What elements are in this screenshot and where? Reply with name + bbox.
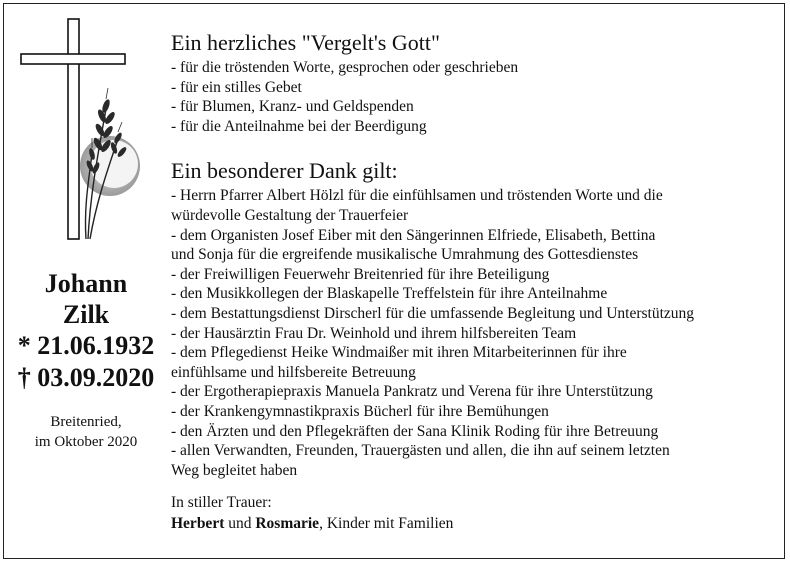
- list-item: - der Ergotherapiepraxis Manuela Pankratz und Verena für ihre Unterstützung: [171, 383, 653, 401]
- death-date: † 03.09.2020: [17, 363, 155, 392]
- last-name: Zilk: [62, 300, 110, 329]
- list-item: würdevolle Gestaltung der Trauerfeier: [171, 206, 409, 224]
- cross-with-wheat-icon: [18, 14, 148, 244]
- list-item: einfühlsame und hilfsbereite Betreuung: [171, 363, 416, 381]
- special-thanks-list: [171, 186, 776, 480]
- name-rosmarie: Rosmarie: [255, 515, 320, 533]
- list-item: - der Freiwilligen Feuerwehr Breitenried für ihre Beteiligung: [171, 265, 550, 283]
- list-item: - für ein stilles Gebet: [171, 78, 302, 96]
- place: Breitenried,: [50, 414, 122, 430]
- first-name: Johann: [44, 269, 128, 298]
- list-item: Weg begleitet haben: [171, 461, 298, 479]
- name-herbert: Herbert: [171, 515, 225, 533]
- place-and-date: [8, 412, 164, 452]
- thanks-text: [171, 28, 776, 534]
- list-item: - für die Anteilnahme bei der Beerdigung: [171, 117, 427, 135]
- list-item: - dem Organisten Josef Eiber mit den Sängerinnen Elfriede, Elisabeth, Bettina: [171, 226, 656, 244]
- list-item: - allen Verwandten, Freunden, Trauergästen und allen, die ihn auf seinem letzten: [171, 442, 670, 460]
- list-item: - für die tröstenden Worte, gesprochen oder geschrieben: [171, 59, 519, 76]
- thanks-heading: Ein herzliches "Vergelt's Gott": [171, 30, 440, 55]
- list-item: - den Ärzten und den Pflegekräften der Sana Klinik Roding für ihre Betreuung: [171, 422, 659, 440]
- birth-date: * 21.06.1932: [17, 331, 155, 360]
- conjunction: und: [224, 515, 256, 533]
- list-item: - den Musikkollegen der Blaskapelle Treffelstein für ihre Anteilnahme: [171, 285, 608, 303]
- thanks-list: [171, 58, 776, 136]
- list-item: - der Hausärztin Frau Dr. Weinhold und ihrem hilfsbereiten Team: [171, 324, 577, 342]
- list-item: und Sonja für die ergreifende musikalische Umrahmung des Gottesdienstes: [171, 246, 639, 264]
- special-thanks-heading: Ein besonderer Dank gilt:: [171, 158, 398, 184]
- list-item: - der Krankengymnastikpraxis Bücherl für ihre Bemühungen: [171, 402, 549, 420]
- closing-suffix: , Kinder mit Familien: [319, 515, 454, 533]
- deceased-info: [8, 268, 164, 452]
- list-item: - dem Bestattungsdienst Dirscherl für die umfassende Begleitung und Unterstützung: [171, 304, 695, 322]
- closing-intro: In stiller Trauer:: [171, 494, 272, 512]
- closing-names: [171, 513, 776, 534]
- list-item: - Herrn Pfarrer Albert Hölzl für die einfühlsamen und tröstenden Worte und die: [171, 187, 663, 205]
- list-item: - für Blumen, Kranz- und Geldspenden: [171, 98, 414, 116]
- notice-date: im Oktober 2020: [34, 434, 138, 450]
- closing-signature: [171, 492, 776, 534]
- list-item: - dem Pflegedienst Heike Windmaißer mit ihren Mitarbeiterinnen für ihre: [171, 344, 627, 362]
